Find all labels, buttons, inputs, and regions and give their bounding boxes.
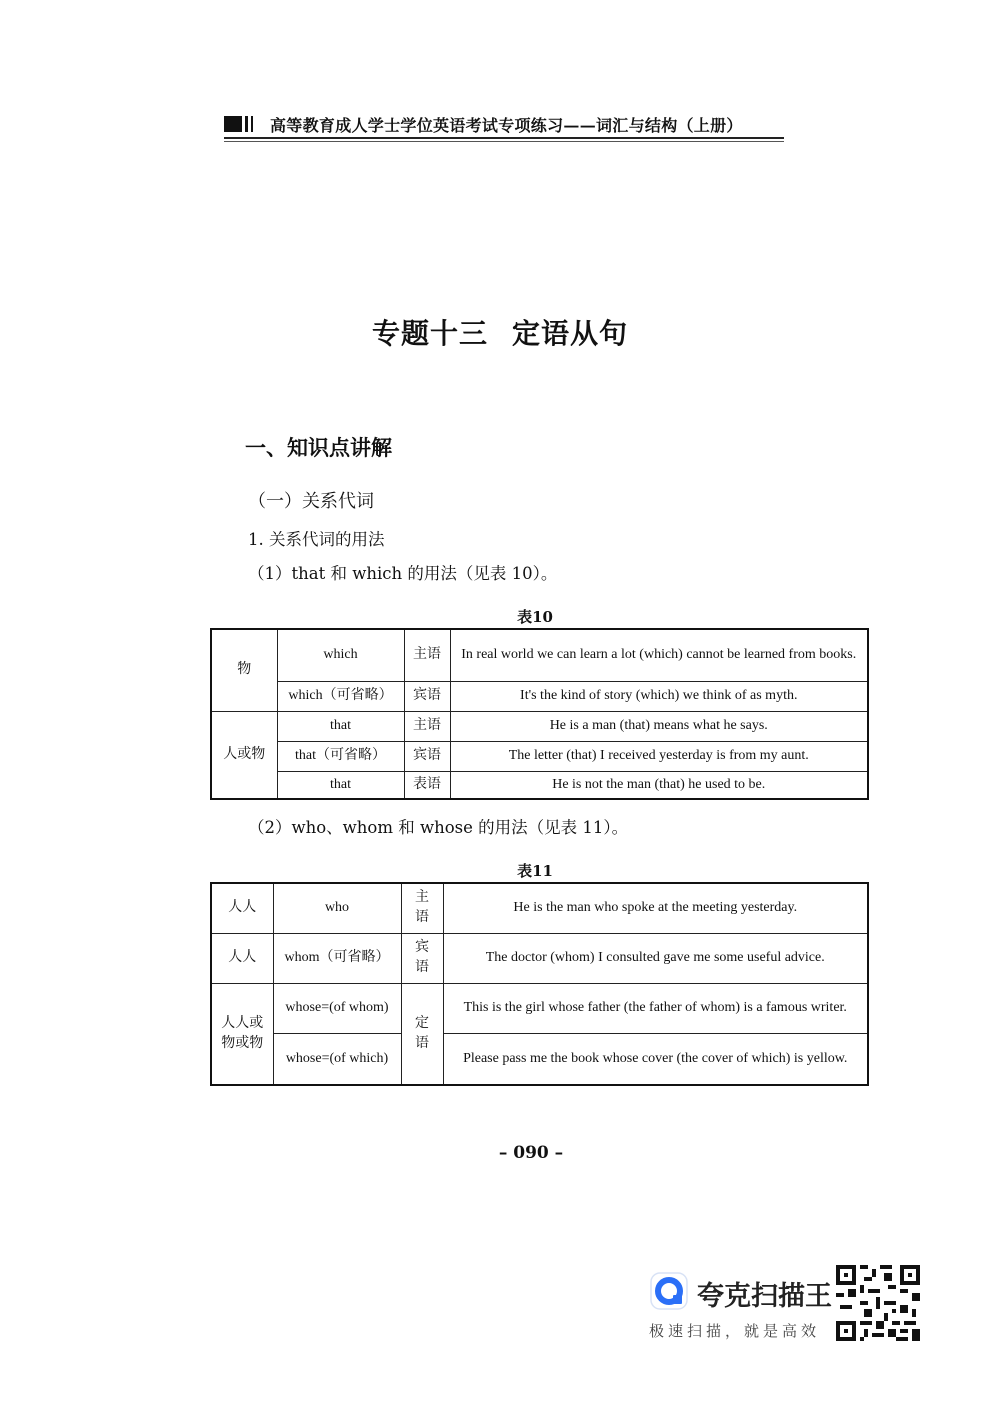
watermark-brand: 夸克扫描王 [697, 1281, 832, 1312]
sub-item-heading: （2）who、whom 和 whose 的用法（见表 11）。 [248, 818, 629, 837]
example-cell: The letter (that) I received yesterday is from my aunt. [450, 741, 868, 771]
table-11 [210, 882, 869, 1086]
chapter-name: 定语从句 [512, 317, 629, 350]
page-number: – 090 – [498, 1143, 564, 1163]
table-row [211, 1033, 868, 1085]
role-cell: 主语 [404, 629, 450, 681]
pronoun-cell: that [277, 771, 404, 799]
header-rule [224, 141, 784, 142]
example-cell: The doctor (whom) I consulted gave me some useful advice. [443, 933, 868, 983]
role-cell: 宾语 [404, 741, 450, 771]
subsection-heading: （一）关系代词 [248, 491, 374, 512]
table-row [211, 629, 868, 681]
category-cell: 人或物 [211, 711, 277, 799]
header-bar-icon [245, 116, 248, 132]
pronoun-cell: who [273, 883, 401, 933]
role-char: 语 [415, 1035, 429, 1051]
section-heading: 一、知识点讲解 [245, 435, 392, 460]
table-10 [210, 628, 869, 800]
table-caption: 表11 [517, 862, 553, 880]
role-cell [401, 983, 443, 1085]
table-row [211, 741, 868, 771]
category-line: 人人或 [221, 1015, 264, 1031]
table-row [211, 711, 868, 741]
role-char: 语 [415, 960, 429, 975]
pronoun-cell: that [277, 711, 404, 741]
role-cell: 表语 [404, 771, 450, 799]
role-cell [401, 933, 443, 983]
category-cell: 人人 [211, 933, 273, 983]
role-char: 主 [415, 890, 429, 906]
pronoun-cell: that（可省略） [277, 741, 404, 771]
header-block-icon [224, 116, 242, 132]
category-cell: 物 [211, 629, 277, 711]
pronoun-cell: which（可省略） [277, 681, 404, 711]
role-cell: 宾语 [404, 681, 450, 711]
header-rule [224, 137, 784, 139]
running-header: 高等教育成人学士学位英语考试专项练习——词汇与结构（上册） [270, 116, 743, 135]
category-cell [211, 983, 273, 1085]
role-char: 语 [415, 910, 429, 926]
table-row [211, 983, 868, 1033]
pronoun-cell: whose=(of whom) [273, 983, 401, 1033]
table-row [211, 883, 868, 933]
role-char: 定 [415, 1015, 429, 1031]
pronoun-cell: whose=(of which) [273, 1033, 401, 1085]
pronoun-cell: whom（可省略） [273, 933, 401, 983]
example-cell: He is a man (that) means what he says. [450, 711, 868, 741]
header-bar-icon [251, 116, 253, 132]
category-cell: 人人 [211, 883, 273, 933]
table-caption: 表10 [517, 608, 553, 626]
pronoun-cell: which [277, 629, 404, 681]
item-heading: 1. 关系代词的用法 [248, 530, 385, 549]
role-cell: 主语 [404, 711, 450, 741]
quark-logo-icon [650, 1272, 688, 1310]
chapter-number: 专题十三 [371, 317, 488, 350]
table-row [211, 681, 868, 711]
example-cell: This is the girl whose father (the father of whom) is a famous writer. [443, 983, 868, 1033]
role-cell [401, 883, 443, 933]
table-row [211, 933, 868, 983]
example-cell: He is the man who spoke at the meeting yesterday. [443, 883, 868, 933]
qr-code-icon [836, 1265, 920, 1341]
example-cell: Please pass me the book whose cover (the cover of which) is yellow. [443, 1033, 868, 1085]
role-char: 宾 [415, 940, 429, 955]
table-row [211, 771, 868, 799]
example-cell: In real world we can learn a lot (which) cannot be learned from books. [450, 629, 868, 681]
example-cell: It's the kind of story (which) we think of as myth. [450, 681, 868, 711]
chapter-title [0, 312, 1000, 352]
watermark-slogan: 极速扫描，就是高效 [649, 1322, 821, 1340]
sub-item-heading: （1）that 和 which 的用法（见表 10）。 [248, 564, 558, 583]
category-line: 物或物 [221, 1035, 264, 1051]
example-cell: He is not the man (that) he used to be. [450, 771, 868, 799]
